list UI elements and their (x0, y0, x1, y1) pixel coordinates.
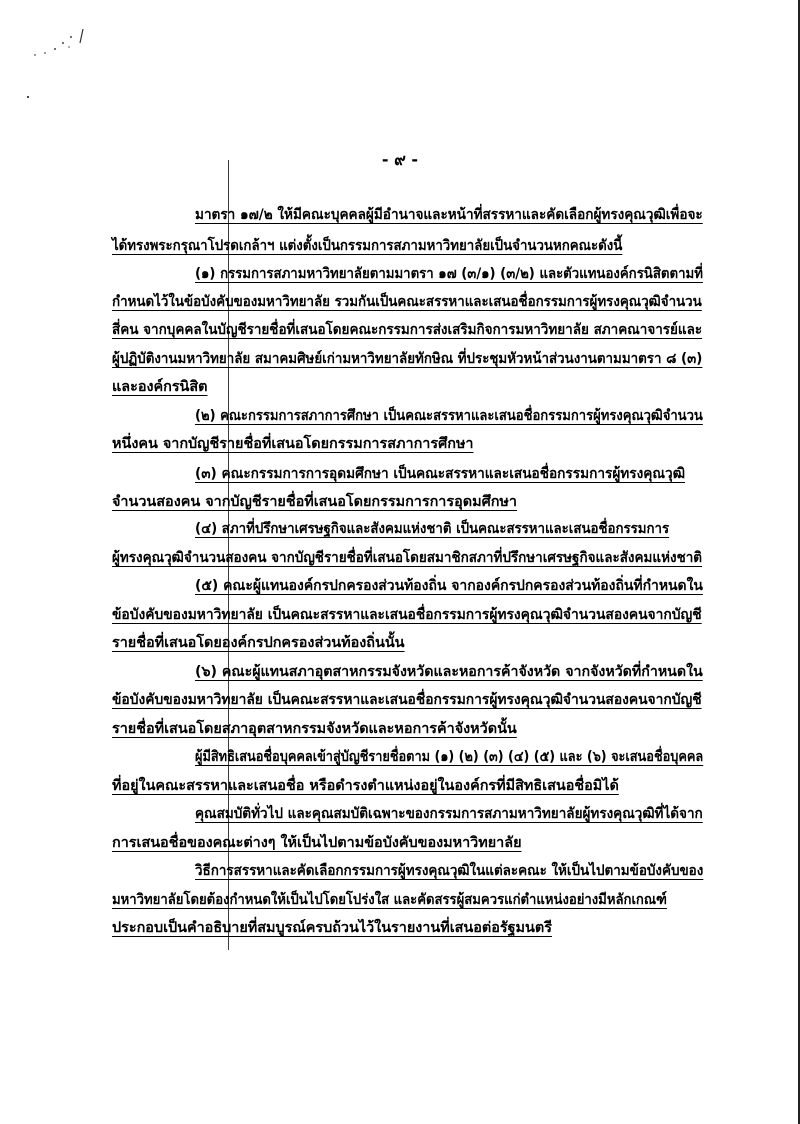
text-line: รายชื่อที่เสนอโดยองค์กรปกครองส่วนท้องถิ่นนั้น (112, 635, 405, 651)
text-line: การเสนอชื่อของคณะต่างๆ ให้เป็นไปตามข้อบังคับของมหาวิทยาลัย (112, 835, 522, 851)
text-line: (๑) กรรมการสภามหาวิทยาลัยตามมาตรา ๑๗ (๓/๑) (๓/๒) และตัวแทนองค์กรนิสิตตามที่ (195, 266, 703, 282)
text-line: ข้อบังคับของมหาวิทยาลัย เป็นคณะสรรหาและเสนอชื่อกรรมการผู้ทรงคุณวุฒิจำนวนสองคนจากบัญชี (112, 607, 702, 623)
text-line: ผู้ทรงคุณวุฒิจำนวนสองคน จากบัญชีรายชื่อที่เสนอโดยสมาชิกสภาที่ปรึกษาเศรษฐกิจและสังคมแห่งชาติ (112, 550, 703, 566)
text-line: (๕) คณะผู้แทนองค์กรปกครองส่วนท้องถิ่น จากองค์กรปกครองส่วนท้องถิ่นที่กำหนดใน (195, 578, 703, 594)
page-number: - ๙ - (381, 150, 419, 169)
text-line: ที่อยู่ในคณะสรรหาและเสนอชื่อ หรือดำรงตำแหน่งอยู่ในองค์กรที่มีสิทธิเสนอชื่อมิได้ (112, 778, 619, 794)
text-line: (๓) คณะกรรมการการอุดมศึกษา เป็นคณะสรรหาและเสนอชื่อกรรมการผู้ทรงคุณวุฒิ (195, 466, 686, 482)
text-line: และองค์กรนิสิต (112, 379, 208, 395)
text-line: รายชื่อที่เสนอโดยสภาอุตสาหกรรมจังหวัดและหอการค้าจังหวัดนั้น (112, 721, 517, 737)
text-line: ได้ทรงพระกรุณาโปรดเกล้าฯ แต่งตั้งเป็นกรรมการสภามหาวิทยาลัยเป็นจำนวนหกคณะดังนี้ (112, 238, 623, 254)
text-line: ประกอบเป็นคำอธิบายที่สมบูรณ์ครบถ้วนไว้ในรายงานที่เสนอต่อรัฐมนตรี (112, 920, 552, 936)
text-line: (๔) สภาที่ปรึกษาเศรษฐกิจและสังคมแห่งชาติ เป็นคณะสรรหาและเสนอชื่อกรรมการ (195, 521, 670, 537)
scan-speckle-marks (25, 25, 95, 105)
text-line: ผู้มีสิทธิเสนอชื่อบุคคลเข้าสู่บัญชีรายชื่อตาม (๑) (๒) (๓) (๔) (๕) และ (๖) จะเสนอชื่อบุคคล (195, 749, 704, 765)
text-line: กำหนดไว้ในข้อบังคับของมหาวิทยาลัย รวมกันเป็นคณะสรรหาและเสนอชื่อกรรมการผู้ทรงคุณวุฒิจำนวน (112, 294, 702, 310)
text-line: วิธีการสรรหาและคัดเลือกกรรมการผู้ทรงคุณวุฒิในแต่ละคณะ ให้เป็นไปตามข้อบังคับของ (195, 863, 704, 879)
text-line: (๖) คณะผู้แทนสภาอุตสาหกรรมจังหวัดและหอการค้าจังหวัด จากจังหวัดที่กำหนดใน (195, 664, 703, 680)
text-line: มหาวิทยาลัยโดยต้องกำหนดให้เป็นไปโดยโปร่งใส และคัดสรรผู้สมควรแก่ตำแหน่งอย่างมีหลักเกณฑ์ (112, 892, 667, 908)
text-line: คุณสมบัติทั่วไป และคุณสมบัติเฉพาะของกรรมการสภามหาวิทยาลัยผู้ทรงคุณวุฒิที่ได้จาก (195, 806, 703, 822)
text-line: หนึ่งคน จากบัญชีรายชื่อที่เสนอโดยกรรมการสภาการศึกษา (112, 436, 474, 452)
text-line: จำนวนสองคน จากบัญชีรายชื่อที่เสนอโดยกรรมการการอุดมศึกษา (112, 494, 518, 510)
text-line: มาตรา ๑๗/๒ ให้มีคณะบุคคลผู้มีอำนาจและหน้าที่สรรหาและคัดเลือกผู้ทรงคุณวุฒิเพื่อจะ (195, 207, 703, 223)
text-line: ผู้ปฏิบัติงานมหาวิทยาลัย สมาคมศิษย์เก่ามหาวิทยาลัยทักษิณ ที่ประชุมหัวหน้าส่วนงานตามมาตรา ๘ (๓) (112, 351, 703, 367)
text-line: ข้อบังคับของมหาวิทยาลัย เป็นคณะสรรหาและเสนอชื่อกรรมการผู้ทรงคุณวุฒิจำนวนสองคนจากบัญชี (112, 692, 702, 708)
text-line: สี่คน จากบุคคลในบัญชีรายชื่อที่เสนอโดยคณะกรรมการส่งเสริมกิจการมหาวิทยาลัย สภาคณาจารย์และ (112, 322, 703, 338)
text-line: (๒) คณะกรรมการสภาการศึกษา เป็นคณะสรรหาและเสนอชื่อกรรมการผู้ทรงคุณวุฒิจำนวน (195, 408, 703, 424)
